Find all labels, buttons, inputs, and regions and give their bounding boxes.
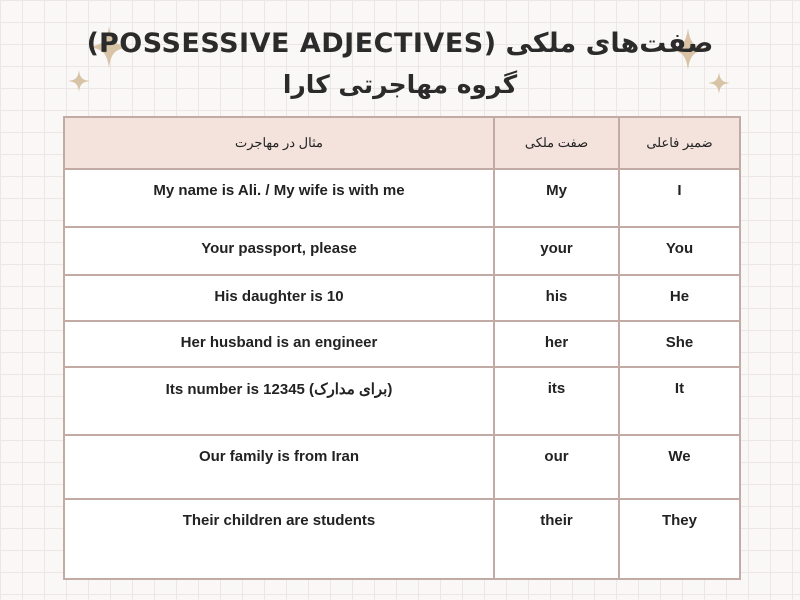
possessive-cell: My bbox=[494, 169, 619, 227]
page-subtitle: گروه مهاجرتی کارا bbox=[282, 70, 518, 99]
example-cell: Their children are students bbox=[64, 499, 494, 579]
header-pronoun: ضمیر فاعلی bbox=[619, 117, 740, 169]
possessive-cell: its bbox=[494, 367, 619, 435]
table-row bbox=[64, 499, 740, 579]
possessive-cell: your bbox=[494, 227, 619, 275]
possessive-cell: their bbox=[494, 499, 619, 579]
example-cell: His daughter is 10 bbox=[64, 275, 494, 321]
table-row bbox=[64, 435, 740, 499]
example-cell: My name is Ali. / My wife is with me bbox=[64, 169, 494, 227]
pronoun-cell: They bbox=[619, 499, 740, 579]
page-title: صفت‌های ملکی (POSSESSIVE ADJECTIVES) bbox=[86, 28, 714, 59]
table-row bbox=[64, 321, 740, 367]
pronoun-cell: It bbox=[619, 367, 740, 435]
pronoun-cell: He bbox=[619, 275, 740, 321]
example-cell: Its number is 12345 (برای مدارک) bbox=[64, 367, 494, 435]
table-row bbox=[64, 367, 740, 435]
pronoun-cell: I bbox=[619, 169, 740, 227]
table-row bbox=[64, 169, 740, 227]
pronoun-cell: You bbox=[619, 227, 740, 275]
table-header-row bbox=[64, 117, 740, 169]
pronoun-cell: She bbox=[619, 321, 740, 367]
example-cell: Your passport, please bbox=[64, 227, 494, 275]
pronoun-cell: We bbox=[619, 435, 740, 499]
table-row bbox=[64, 227, 740, 275]
possessive-cell: his bbox=[494, 275, 619, 321]
header-possessive: صفت ملکی bbox=[494, 117, 619, 169]
header-example: مثال در مهاجرت bbox=[64, 117, 494, 169]
possessive-cell: her bbox=[494, 321, 619, 367]
example-cell: Our family is from Iran bbox=[64, 435, 494, 499]
possessive-cell: our bbox=[494, 435, 619, 499]
possessive-adjectives-table bbox=[63, 116, 741, 580]
table-row bbox=[64, 275, 740, 321]
example-cell: Her husband is an engineer bbox=[64, 321, 494, 367]
